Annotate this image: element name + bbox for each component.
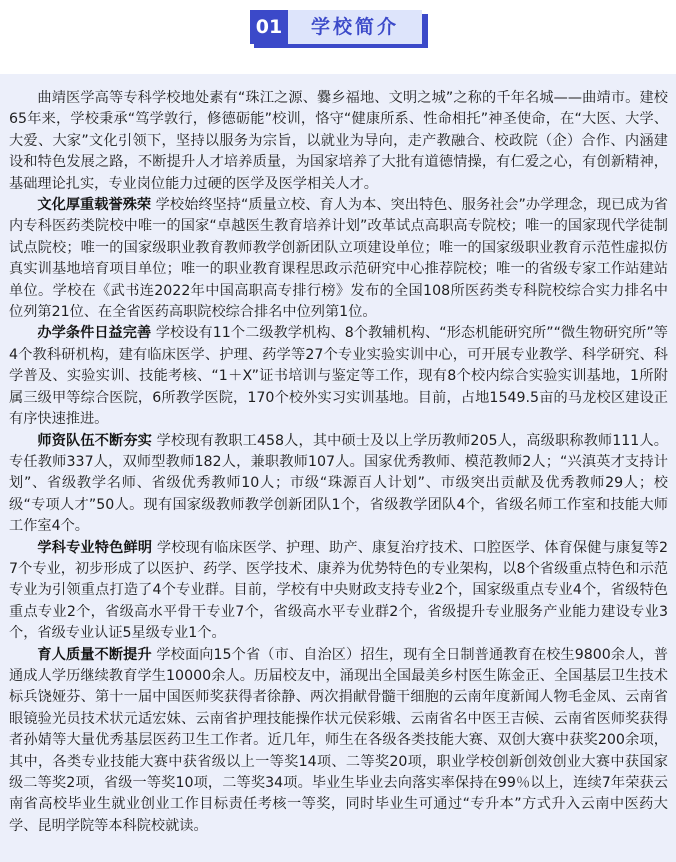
paragraph-lead: 学科专业特色鲜明 <box>37 539 153 556</box>
intro-paragraph <box>9 88 668 195</box>
paragraph-text: 学校现有教职工458人，其中硕士及以上学历教师205人，高级职称教师111人。专任教师337人，双师型教师182人，兼职教师107人。国家优秀教师、模范教师2人；“兴滇英才支持计划”、省级教学名师、省级优秀教师10人；市级“珠源百人计划”、市级突出贡献及优秀教师29人；校级“专项人才”50人。现有国家级教师教学创新团队1个，省级教学团队4个，省级名师工作室和技能大师工作室4个。 <box>9 432 668 535</box>
disciplines-paragraph <box>9 538 668 645</box>
paragraph-lead: 育人质量不断提升 <box>37 646 152 663</box>
paragraph-lead: 师资队伍不断夯实 <box>37 432 153 449</box>
paragraph-text: 学校现有临床医学、护理、助产、康复治疗技术、口腔医学、体育保健与康复等27个专业，初步形成了以医护、药学、医学技术、康养为优势特色的专业架构，以8个省级重点特色和示范专业为引领重点打造了4个专业群。目前，学校有中央财政支持专业2个，国家级重点专业4个，省级特色重点专业2个，省级高水平骨干专业7个，省级高水平专业群2个，省级提升专业服务产业能力建设专业3个，省级专业认证5星级专业1个。 <box>9 539 668 642</box>
paragraph-text: 学校面向15个省（市、自治区）招生，现有全日制普通教育在校生9800余人，普通成人学历继续教育学生10000余人。历届校友中，涌现出全国最美乡村医生陈金正、全国基层卫生技术标兵饶娅芬、第十一届中国医师奖获得者徐静、两次捐献骨髓干细胞的云南年度新闻人物毛金凤、云南省眼镜验光员技术状元适宏妹、云南省护理技能操作状元侯彩娥、云南省名中医王吉候、云南省医师奖获得者孙婧等大量优秀基层医药卫生工作者。近几年，师生在各级各类技能大赛、双创大赛中获奖200余项，其中，各类专业技能大赛中获省级以上一等奖14项、二等奖20项，职业学校创新创效创业大赛中获国家级二等奖2项，省级一等奖10项，二等奖34项。毕业生毕业去向落实率保持在99％以上，连续7年荣获云南省高校毕业生就业创业工作目标责任考核一等奖，同时毕业生可通过“专升本”方式升入云南中医药大学、昆明学院等本科院校就读。 <box>9 646 668 834</box>
culture-paragraph <box>9 195 668 323</box>
section-number: 01 <box>250 10 288 44</box>
section-header <box>0 0 676 74</box>
facilities-paragraph <box>9 323 668 430</box>
section-title: 学校简介 <box>288 10 422 44</box>
section-title-badge <box>250 10 428 46</box>
paragraph-text: 学校始终坚持“质量立校、育人为本、突出特色、服务社会”办学理念，现已成为省内专科医药类院校中唯一的国家“卓越医生教育培养计划”改革试点高职高专院校；唯一的国家现代学徒制试点院校；唯一的国家级职业教育教师教学创新团队立项建设单位；唯一的国家级职业教育示范性虚拟仿真实训基地培育项目单位；唯一的职业教育课程思政示范研究中心推荐院校；唯一的省级专家工作站建站单位。学校在《武书连2022年中国高职高专排行榜》发布的全国108所医药类专科院校综合实力排名中位列第21位、在全省医药高职院校综合排名中位列第1位。 <box>9 197 668 321</box>
content-panel <box>0 74 676 862</box>
paragraph-lead: 办学条件日益完善 <box>37 325 152 342</box>
faculty-paragraph <box>9 431 668 538</box>
education-quality-paragraph <box>9 645 668 838</box>
paragraph-text: 学校设有11个二级教学机构、8个教辅机构、“形态机能研究所”“微生物研究所”等4个教科研机构，建有临床医学、护理、药学等27个专业实验实训中心，可开展专业教学、科学研究、科学普及、实验实训、技能考核、“1＋X”证书培训与鉴定等工作，现有8个校内综合实验实训基地，1所附属三级甲等综合医院，6所教学医院，170个校外实习实训基地。目前，占地1549.5亩的马龙校区建设正有序快速推进。 <box>9 325 668 428</box>
paragraph-text: 曲靖医学高等专科学校地处素有“珠江之源、爨乡福地、文明之城”之称的千年名城——曲靖市。建校65年来，学校秉承“笃学敦行，修德砺能”校训，恪守“健康所系、性命相托”神圣使命，在“大医、大学、大爱、大家”文化引领下，坚持以服务为宗旨，以就业为导向，走产教融合、校政院（企）合作、内涵建设和特色发展之路，不断提升人才培养质量，为国家培养了大批有道德情操，有仁爱之心，有创新精神，基础理论扎实，专业岗位能力过硬的医学及医学相关人才。 <box>9 90 668 192</box>
paragraph-lead: 文化厚重载誉殊荣 <box>37 197 152 214</box>
